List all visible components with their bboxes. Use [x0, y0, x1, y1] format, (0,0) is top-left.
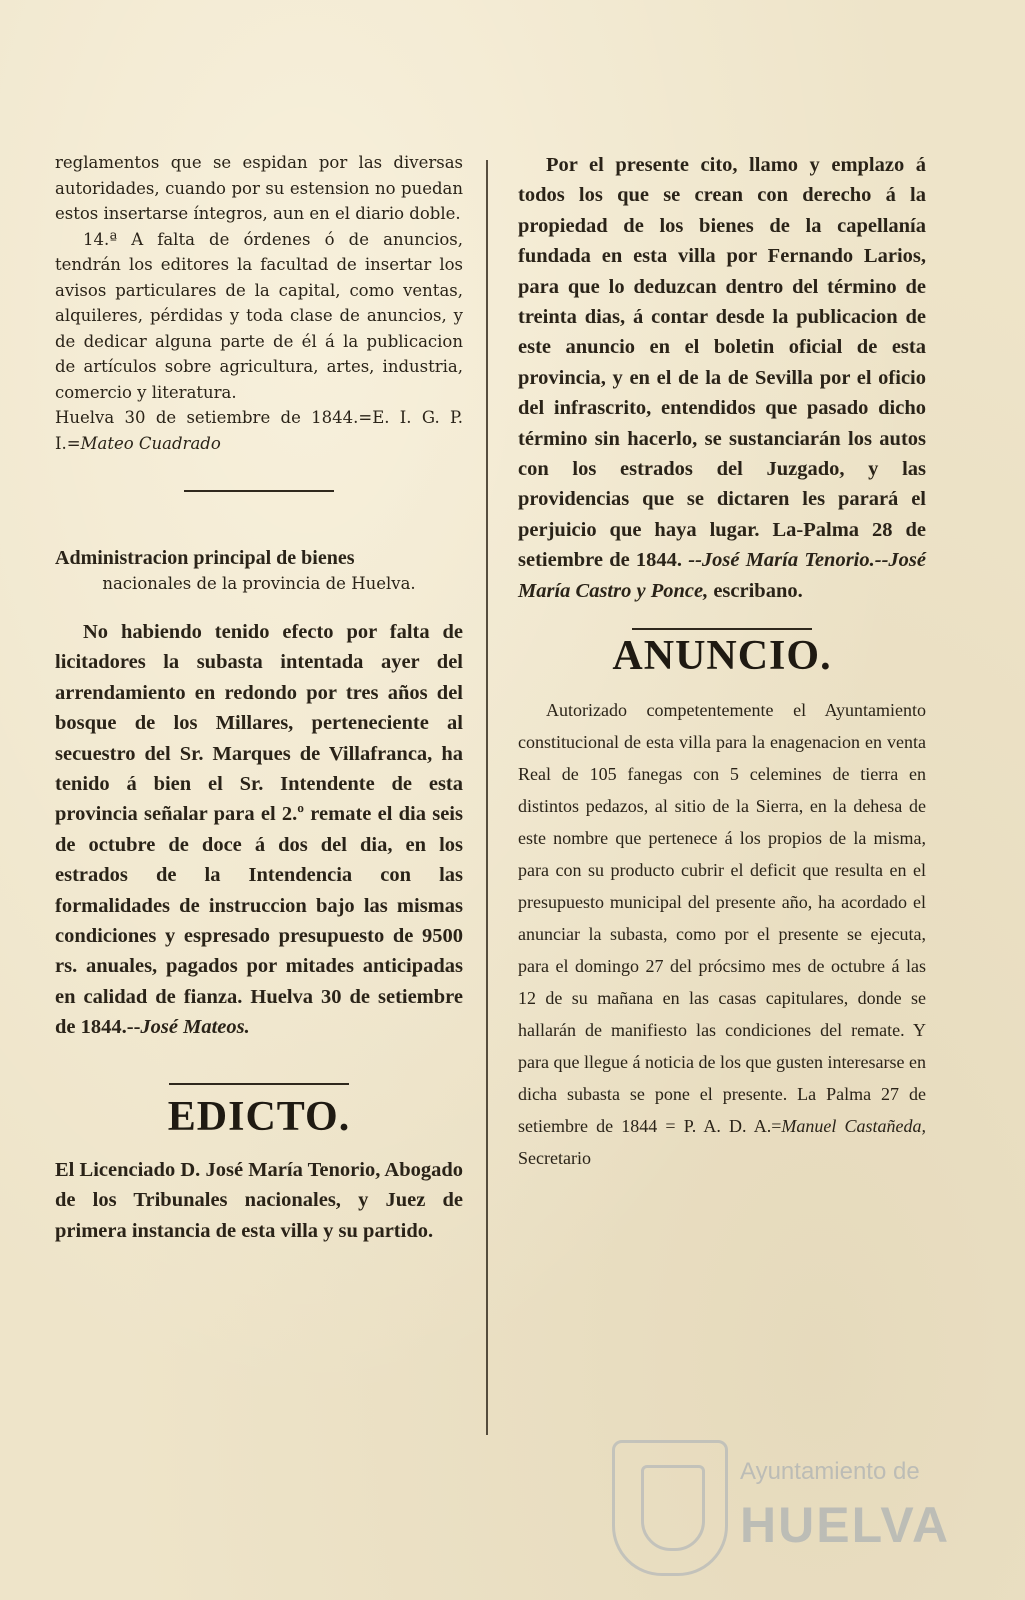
huelva-watermark	[612, 1440, 951, 1580]
anuncio-sign-name: Manuel Castañeda,	[781, 1116, 926, 1137]
admin-section	[55, 544, 463, 1043]
article-14-sign-place: Huelva 30 de setiembre de 1844.=E. I. G. P. I.=	[55, 408, 463, 453]
article-14-signature	[55, 405, 463, 456]
anuncio-title: ANUNCIO.	[612, 633, 832, 680]
regulation-text: reglamentos que se espidan por las diversas autoridades, cuando por su estension no puedan estos insertarse íntegros, aun en el diario doble.	[55, 153, 463, 223]
article-14-text: 14.ª A falta de órdenes ó de anuncios, tendrán los editores la facultad de insertar los avisos particulares de la capital, como ventas, alquileres, pérdidas y toda clase de anuncios, y de dedicar alguna parte de él á la publicacion de artículos sobre agricultura, artes, industria, comercio y literatura.	[55, 229, 463, 402]
anuncio-sign-tail: Secretario	[518, 1148, 591, 1169]
edicto-sign-tail: escribano.	[708, 579, 803, 602]
admin-subheading: nacionales de la provincia de Huelva.	[102, 574, 416, 593]
right-column	[518, 150, 926, 1174]
edicto-text	[518, 150, 926, 606]
watermark-line2: HUELVA	[740, 1497, 951, 1553]
edicto-sign: --José María Tenorio.--José María Castro y Ponce,	[518, 549, 926, 602]
admin-sign-name: José Mateos.	[140, 1016, 250, 1039]
left-column	[55, 150, 463, 1246]
anuncio-body: Autorizado competentemente el Ayuntamiento constitucional de esta villa para la enagenacion en venta Real de 105 fanegas con 5 celemines de tierra en distintos pedazos, al sitio de la Sierra, en la dehesa de este nombre que pertenece á los propios de la misma, para con su producto cubrir el deficit que resulta en el presupuesto municipal del presente año, ha acordado el anunciar la subasta, como por el presente se ejecuta, para el domingo 27 del prócsimo mes de octubre á las 12 de su mañana en las casas capitulares, donde se hallarán de manifiesto las condiciones del remate. Y para que llegue á noticia de los que gusten interesarse en dicha subasta se pone el presente. La Palma 27 de setiembre de 1844 = P. A. D. A.=	[518, 700, 926, 1137]
admin-body: No habiendo tenido efecto por falta de licitadores la subasta intentada ayer del arrendamiento en redondo por tres años del bosque de los Millares, perteneciente al secuestro del Sr. Marques de Villafranca, ha tenido á bien el Sr. Intendente de esta provincia señalar para el 2.º remate el dia seis de octubre de doce á dos del dia, en los estrados de la Intendencia con las formalidades de instruccion bajo las mismas condiciones y espresado presupuesto de 9500 rs. anuales, pagados por mitades anticipadas en calidad de fianza. Huelva 30 de setiembre de 1844.--	[55, 621, 463, 1039]
edicto-intro: El Licenciado D. José María Tenorio, Abogado de los Tribunales nacionales, y Juez de primera instancia de esta villa y su partido.	[55, 1158, 463, 1242]
anuncio-text	[518, 694, 926, 1174]
shield-inner-icon	[641, 1465, 705, 1551]
admin-heading: Administracion principal de bienes	[55, 547, 355, 569]
regulations-continuation	[55, 150, 463, 456]
admin-text	[55, 617, 463, 1043]
edicto-title: EDICTO.	[167, 1093, 351, 1140]
shield-icon	[612, 1440, 728, 1576]
watermark-line1: Ayuntamiento de	[740, 1458, 920, 1485]
edicto-body: Por el presente cito, llamo y emplazo á todos los que se crean con derecho á la propiedad de los bienes de la capellanía fundada en esta villa por Fernando Larios, para que lo deduzcan dentro del término de treinta dias, á contar desde la publicacion de este anuncio en el boletin oficial de esta provincia, y en el de la de Sevilla por el oficio del infrascrito, entendidos que pasado dicho término sin hacerlo, se sustanciarán los autos con los estrados del Juzgado, y las providencias que se dictaren les parará el perjuicio que haya lugar. La-Palma 28 de setiembre de 1844.	[518, 154, 926, 572]
article-14-sign-name: Mateo Cuadrado	[80, 433, 221, 453]
column-divider	[486, 160, 488, 1435]
